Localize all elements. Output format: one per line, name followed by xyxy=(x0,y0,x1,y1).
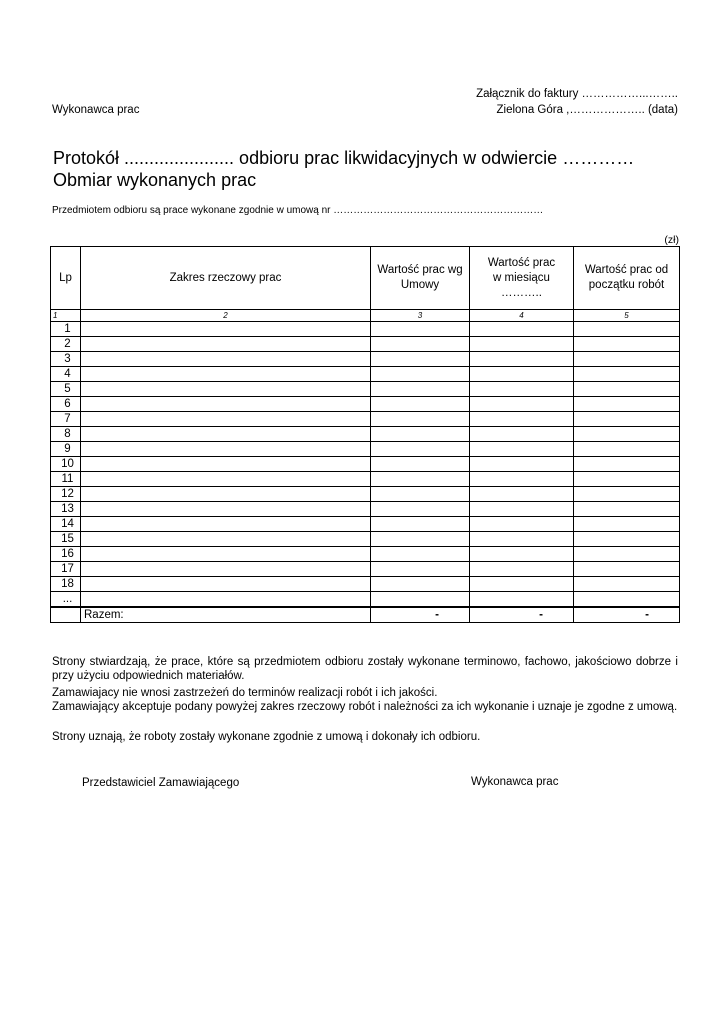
row-number: 8 xyxy=(64,428,71,440)
sum-value-start: - xyxy=(574,607,680,623)
table-row xyxy=(51,397,680,412)
header-lp: Lp xyxy=(51,247,81,310)
header-scope: Zakres rzeczowy prac xyxy=(81,247,371,310)
attachment-line: Załącznik do faktury ……………...…….. xyxy=(476,88,678,100)
place-date-line: Zielona Góra ,……………….. (data) xyxy=(496,104,678,116)
sum-value-month: - xyxy=(470,607,574,623)
row-number: 5 xyxy=(64,383,71,395)
sum-label: Razem: xyxy=(81,607,371,623)
table-row xyxy=(51,337,680,352)
table-row xyxy=(51,412,680,427)
row-number: 14 xyxy=(61,518,74,530)
table-header-row xyxy=(51,247,680,310)
header-value-month: Wartość prac w miesiącu ……….. xyxy=(470,247,574,310)
subject-line: Przedmiotem odbioru są prace wykonane zgodnie w umową nr ……………………………………………………… xyxy=(52,205,544,216)
column-number: 3 xyxy=(371,310,470,322)
table-row xyxy=(51,562,680,577)
table-row xyxy=(51,352,680,367)
works-table xyxy=(50,246,680,623)
row-number: 4 xyxy=(64,368,71,380)
header-value-start: Wartość prac od początku robót xyxy=(574,247,680,310)
table-row xyxy=(51,487,680,502)
table-row xyxy=(51,577,680,592)
row-number: ... xyxy=(62,593,73,605)
row-number: 17 xyxy=(61,563,74,575)
table-row xyxy=(51,427,680,442)
currency-note: (zł) xyxy=(664,234,679,246)
table-row xyxy=(51,472,680,487)
row-number: 11 xyxy=(61,473,74,485)
table-row xyxy=(51,457,680,472)
row-number: 10 xyxy=(61,458,74,470)
column-number: 1 xyxy=(51,310,81,322)
statement-paragraph: Zamawiający akceptuje podany powyżej zakres rzeczowy robót i należności za ich wykonanie i uznaje je zgodne z umową. xyxy=(52,701,678,713)
protocol-title: Protokół ...................... odbioru prac likwidacyjnych w odwiercie ………… xyxy=(53,148,635,168)
row-number: 1 xyxy=(64,323,71,335)
row-number: 13 xyxy=(61,503,74,515)
contractor-label: Wykonawca prac xyxy=(52,104,140,116)
table-row xyxy=(51,367,680,382)
table-row xyxy=(51,592,680,608)
column-number: 2 xyxy=(81,310,371,322)
sum-value-contract: - xyxy=(371,607,470,623)
table-row xyxy=(51,502,680,517)
statement-paragraph: Strony stwiardzają, że prace, które są przedmiotem odbioru zostały wykonane terminowo, fachowo, jakościowo dobrze i przy użyciu odpowiednich materiałów. xyxy=(52,656,678,682)
table-row xyxy=(51,547,680,562)
table-row xyxy=(51,517,680,532)
sum-row xyxy=(51,607,680,623)
table-row xyxy=(51,382,680,397)
row-number: 6 xyxy=(64,398,71,410)
row-number: 7 xyxy=(64,413,71,425)
row-number: 16 xyxy=(61,548,74,560)
statement-paragraph: Zamawiajacy nie wnosi zastrzeżeń do terminów realizacji robót i ich jakości. xyxy=(52,687,438,699)
column-number-row xyxy=(51,310,680,322)
header-value-contract: Wartość prac wg Umowy xyxy=(371,247,470,310)
row-number: 3 xyxy=(64,353,71,365)
column-number: 4 xyxy=(470,310,574,322)
row-number: 9 xyxy=(64,443,71,455)
contractor-signature-label: Wykonawca prac xyxy=(471,776,559,788)
table-row xyxy=(51,532,680,547)
protocol-subtitle: Obmiar wykonanych prac xyxy=(53,170,257,190)
table-row xyxy=(51,442,680,457)
row-number: 15 xyxy=(61,533,74,545)
client-signature-label: Przedstawiciel Zamawiającego xyxy=(82,777,240,789)
statement-paragraph: Strony uznają, że roboty zostały wykonane zgodnie z umową i dokonały ich odbioru. xyxy=(52,731,481,743)
row-number: 18 xyxy=(61,578,74,590)
column-number: 5 xyxy=(574,310,680,322)
row-number: 12 xyxy=(61,488,74,500)
table-row xyxy=(51,322,680,337)
row-number: 2 xyxy=(64,338,71,350)
